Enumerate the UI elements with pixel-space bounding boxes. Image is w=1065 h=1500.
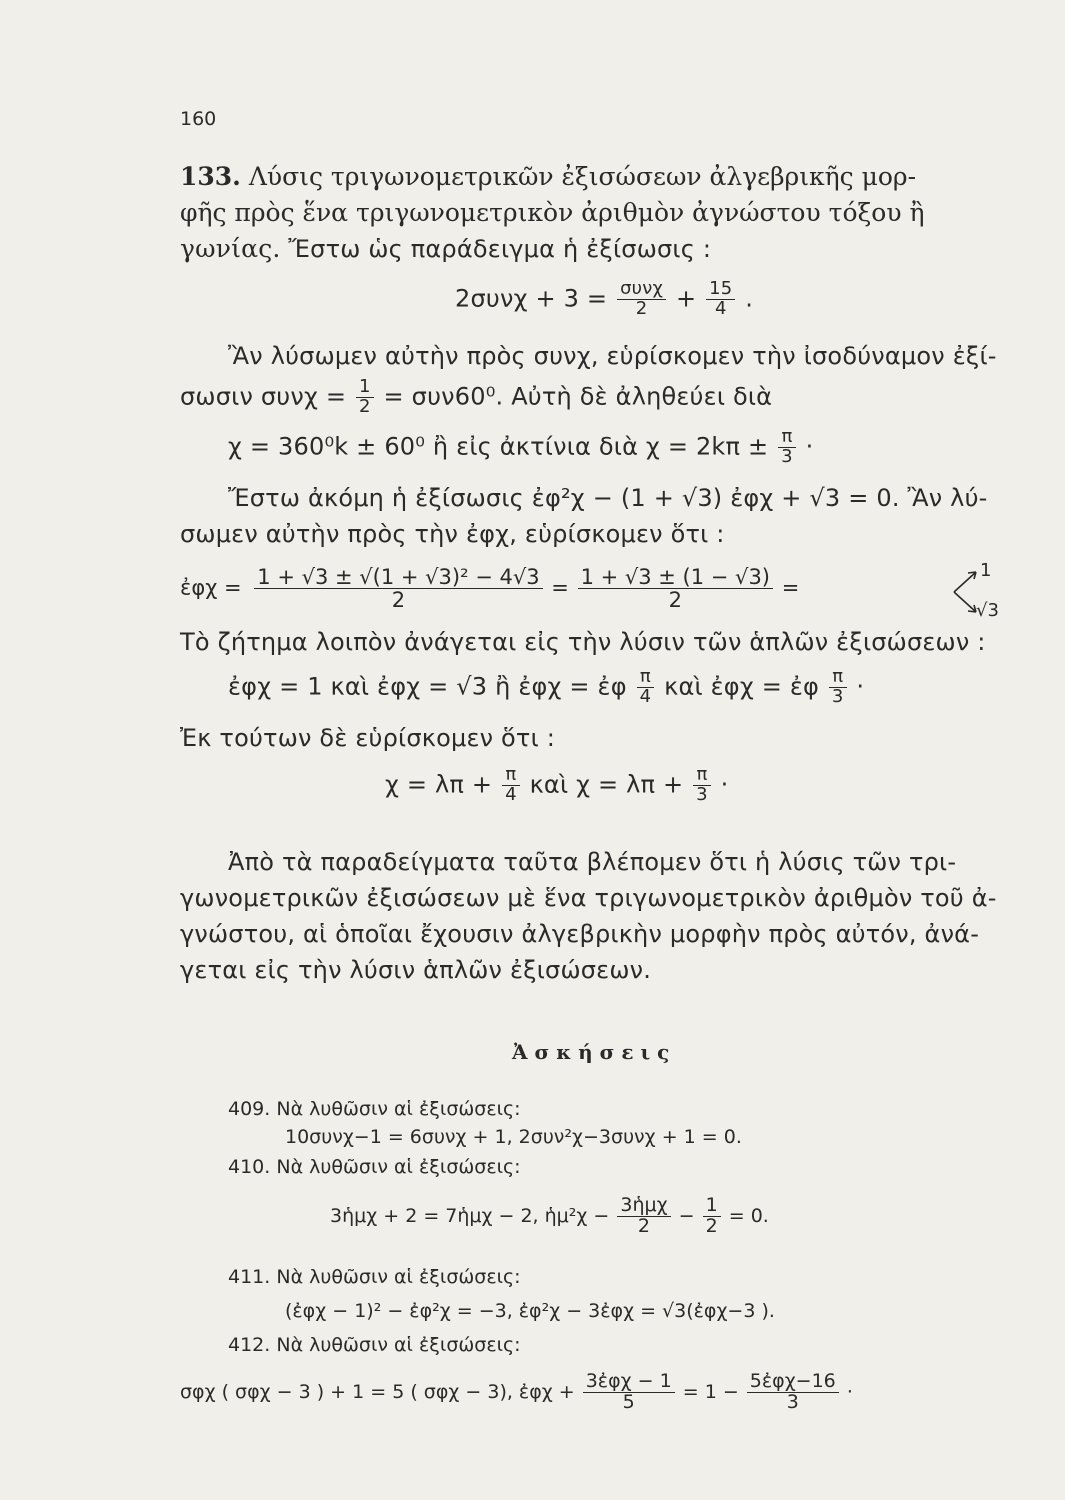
conclusion-line1: Ἀπὸ τὰ παραδείγματα ταῦτα βλέπομεν ὅτι ἡ λύσις τῶν τρι-	[228, 848, 957, 876]
eq3-fraction-1	[254, 566, 542, 611]
eq1-fraction-1	[617, 280, 666, 319]
e410-f2-numerator: 1	[703, 1196, 721, 1217]
eq1-f1-numerator: συνχ	[617, 280, 666, 300]
p1-line2-a: σωσιν συνχ =	[180, 382, 347, 411]
eq5-f1-numerator: π	[502, 766, 520, 786]
e410-eq-a: 3ἡμχ + 2 = 7ἡμχ − 2, ἡμ²χ −	[330, 1204, 610, 1227]
eq1-lhs: 2συνχ + 3 =	[455, 284, 608, 313]
exercise-411-row	[228, 1266, 521, 1288]
eq4-b: καὶ ἐφχ = ἐφ	[664, 672, 820, 701]
e412-f1-numerator: 3ἐφχ − 1	[583, 1372, 675, 1393]
exercise-410-text: Νὰ λυθῶσιν αἱ ἐξισώσεις:	[276, 1156, 521, 1178]
eq3-rhs: =	[781, 575, 800, 600]
exercise-410-equations	[330, 1196, 769, 1237]
exercise-409-row	[228, 1098, 521, 1120]
exercise-409-text: Νὰ λυθῶσιν αἱ ἐξισώσεις:	[276, 1098, 521, 1120]
e410-minus: −	[678, 1204, 695, 1227]
conclusion-line2: γωνομετρικῶν ἐξισώσεων μὲ ἕνα τριγωνομετρικὸν ἀριθμὸν τοῦ ἀ-	[180, 884, 997, 912]
exercise-412-equations	[180, 1372, 853, 1413]
section-title-line2: φῆς πρὸς ἕνα τριγωνομετρικὸν ἀριθμὸν ἀγνώστου τόξου ἢ	[180, 198, 925, 227]
branch-top-value: 1	[980, 560, 992, 581]
eq1-fraction-2	[706, 280, 735, 319]
e412-fraction-2	[747, 1372, 839, 1413]
e412-fraction-1	[583, 1372, 675, 1413]
eq4-end: ·	[856, 672, 865, 701]
e412-eq-a: σφχ ( σφχ − 3 ) + 1 = 5 ( σφχ − 3), ἐφχ +	[180, 1380, 575, 1403]
exercise-411-equations: (ἐφχ − 1)² − ἐφ²χ = −3, ἐφ²χ − 3ἐφχ = √3(ἐφχ−3 ).	[285, 1300, 775, 1322]
equation-3	[180, 566, 799, 611]
exercise-410-number: 410.	[228, 1156, 271, 1178]
e410-f1-denominator: 2	[637, 1214, 651, 1237]
conclusion-line4: γεται εἰς τὴν λύσιν ἁπλῶν ἐξισώσεων.	[180, 956, 652, 984]
exercise-412-row	[228, 1334, 521, 1356]
exercise-411-number: 411.	[228, 1266, 271, 1288]
eq5-f2-denominator: 3	[696, 783, 708, 805]
eq3-f2-denominator: 2	[668, 588, 682, 613]
e412-f2-numerator: 5ἐφχ−16	[747, 1372, 839, 1393]
eq2-end: ·	[805, 432, 814, 461]
branch-bottom-value: √3	[976, 600, 999, 621]
section-title-line3: γωνίας.	[180, 234, 281, 263]
eq4-a: ἐφχ = 1 καὶ ἐφχ = √3 ἢ ἐφχ = ἐφ	[228, 672, 627, 701]
eq2-f-numerator: π	[778, 428, 796, 448]
exercise-412-number: 412.	[228, 1334, 271, 1356]
e410-f1-numerator: 3ἡμχ	[617, 1196, 670, 1217]
eq4-f2-denominator: 3	[831, 685, 844, 707]
eq2-text: χ = 360⁰k ± 60⁰ ἢ εἰς ἀκτίνια διὰ χ = 2kπ ±	[228, 432, 769, 461]
paragraph-2-line2: σωμεν αὐτὴν πρὸς τὴν ἐφχ, εὑρίσκομεν ὅτι :	[180, 520, 725, 548]
eq3-fraction-2	[578, 566, 773, 611]
section-intro: Ἔστω ὡς παράδειγμα ἡ ἐξίσωσις :	[288, 235, 712, 263]
eq1-f2-denominator: 4	[714, 297, 727, 319]
e410-f2-denominator: 2	[705, 1214, 718, 1237]
eq4-f1-numerator: π	[637, 668, 655, 688]
eq1-f1-denominator: 2	[635, 297, 648, 319]
section-heading	[180, 162, 916, 191]
exercise-409-equations: 10συνχ−1 = 6συνχ + 1, 2συν²χ−3συνχ + 1 = 0.	[285, 1126, 742, 1148]
eq3-f1-numerator: 1 + √3 ± √(1 + √3)² − 4√3	[254, 566, 542, 589]
paragraph-3: Τὸ ζήτημα λοιπὸν ἀνάγεται εἰς τὴν λύσιν τῶν ἁπλῶν ἐξισώσεων :	[180, 628, 986, 656]
p1-line2-b: = συν60⁰. Αὐτὴ δὲ ἀληθεύει διὰ	[383, 382, 773, 411]
eq3-lhs: ἐφχ =	[180, 575, 242, 600]
exercise-409-number: 409.	[228, 1098, 271, 1120]
eq5-fraction-1	[502, 766, 520, 805]
exercise-410-row	[228, 1156, 521, 1178]
eq3-f1-denominator: 2	[391, 588, 406, 613]
p1-f-numerator: 1	[356, 378, 374, 398]
eq4-fraction-2	[829, 668, 847, 707]
eq5-f1-denominator: 4	[505, 783, 517, 805]
eq3-f2-numerator: 1 + √3 ± (1 − √3)	[578, 566, 773, 589]
section-number: 133.	[180, 162, 241, 191]
e410-fraction-1	[617, 1196, 670, 1237]
paragraph-2-line1: Ἔστω ἀκόμη ἡ ἐξίσωσις ἐφ²χ − (1 + √3) ἐφχ + √3 = 0. Ἂν λύ-	[228, 484, 988, 512]
eq5-f2-numerator: π	[693, 766, 711, 786]
e410-fraction-2	[703, 1196, 721, 1237]
eq4-f2-numerator: π	[829, 668, 847, 688]
p1-fraction	[356, 378, 374, 417]
paragraph-1-line1: Ἂν λύσωμεν αὐτὴν πρὸς συνχ, εὑρίσκομεν τὴν ἰσοδύναμον ἐξί-	[228, 342, 997, 370]
page-number: 160	[180, 108, 217, 130]
p1-f-denominator: 2	[359, 395, 371, 417]
eq1-f2-numerator: 15	[706, 280, 735, 300]
exercise-412-text: Νὰ λυθῶσιν αἱ ἐξισώσεις:	[276, 1334, 521, 1356]
paragraph-1-line2	[180, 378, 772, 417]
equation-1	[455, 280, 753, 319]
e412-f1-denominator: 5	[622, 1390, 635, 1413]
equation-2	[228, 428, 814, 467]
e412-f2-denominator: 3	[786, 1390, 799, 1413]
eq1-plus: +	[675, 284, 697, 313]
conclusion-line3: γνώστου, αἱ ὁποῖαι ἔχουσιν ἀλγεβρικὴν μορφὴν πρὸς αὐτόν, ἀνά-	[180, 920, 980, 948]
exercise-411-text: Νὰ λυθῶσιν αἱ ἐξισώσεις:	[276, 1266, 521, 1288]
eq2-f-denominator: 3	[781, 445, 793, 467]
section-title-line3-row	[180, 234, 711, 263]
equation-5	[385, 766, 729, 805]
paragraph-4: Ἐκ τούτων δὲ εὑρίσκομεν ὅτι :	[180, 724, 556, 752]
eq3-mid: =	[551, 575, 569, 600]
e412-end: ·	[846, 1380, 853, 1403]
eq5-a: χ = λπ +	[385, 770, 493, 799]
equation-4	[228, 668, 864, 707]
eq1-end: .	[745, 284, 754, 313]
eq4-f1-denominator: 4	[639, 685, 652, 707]
eq5-fraction-2	[693, 766, 711, 805]
eq4-fraction-1	[637, 668, 655, 707]
eq2-fraction	[778, 428, 796, 467]
section-title: Λύσις τριγωνομετρικῶν ἐξισώσεων ἀλγεβρικῆς μορ-	[248, 162, 917, 191]
exercises-heading: Ἀ σ κ ή σ ε ι ς	[512, 1040, 670, 1064]
eq5-end: ·	[720, 770, 729, 799]
eq5-b: καὶ χ = λπ +	[529, 770, 684, 799]
e410-end: = 0.	[728, 1204, 769, 1227]
e412-mid: = 1 −	[682, 1380, 739, 1403]
